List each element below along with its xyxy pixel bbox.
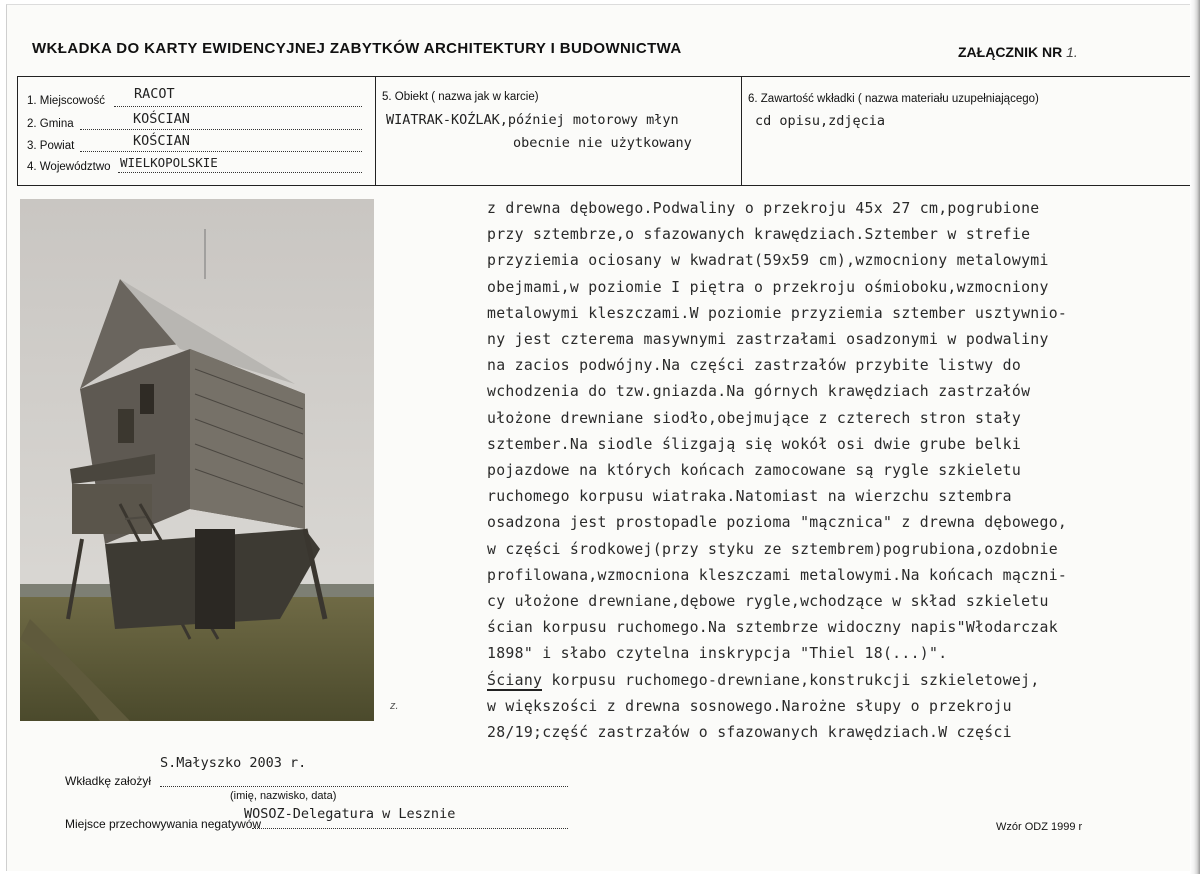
description-line: ułożone drewniane siodło,obejmujące z czterech stron stały: [487, 409, 1022, 427]
author-hint: (imię, nazwisko, data): [230, 790, 337, 802]
description-line: w większości z drewna sosnowego.Narożne słupy o przekroju: [487, 697, 1012, 715]
description-line: profilowana,wzmocniona kleszczami metalowymi.Na końcach mączni-: [487, 566, 1068, 584]
walls-line: [487, 668, 1067, 694]
photo-mark: z.: [390, 700, 399, 712]
dotted-line: [114, 106, 362, 107]
dotted-line: [80, 151, 362, 152]
attachment-number: 1.: [1066, 44, 1078, 60]
description-line: z drewna dębowego.Podwaliny o przekroju 45x 27 cm,pogrubione: [487, 200, 1040, 217]
wojewodztwo-label: 4. Województwo: [27, 161, 111, 173]
powiat-label: 3. Powiat: [27, 140, 75, 152]
description-text: [487, 196, 1067, 746]
storage-label: Miejsce przechowywania negatywów: [65, 817, 262, 831]
scan-edge: [1190, 0, 1200, 874]
description-line: pojazdowe na których końcach zamocowane są rygle szkieletu: [487, 462, 1022, 480]
wojewodztwo-value: WIELKOPOLSKIE: [120, 155, 218, 170]
description-line: przy sztembrze,o sfazowanych krawędziach.Sztember w strefie: [487, 226, 1031, 244]
form-version: Wzór ODZ 1999 r: [996, 821, 1083, 833]
miejscowosc-value: RACOT: [134, 86, 175, 102]
attachment-label: [958, 44, 1078, 60]
storage-value: WOSOZ-Delegatura w Lesznie: [244, 806, 456, 822]
dotted-line: [80, 129, 362, 130]
description-line: obejmami,w poziomie I piętra o przekroju ośmioboku,wzmocniony: [487, 278, 1049, 296]
dotted-line: [252, 828, 568, 829]
column-divider: [741, 76, 742, 185]
dotted-line: [160, 786, 568, 787]
object-line-2: obecnie nie użytkowany: [513, 135, 692, 151]
description-line: przyziemia ociosany w kwadrat(59x59 cm),wzmocniony metalowymi: [487, 252, 1049, 270]
author-value: S.Małyszko 2003 r.: [160, 755, 307, 771]
description-line: 1898" i słabo czytelna inskrypcja "Thiel 18(...)".: [487, 645, 948, 663]
walls-line-rest: korpusu ruchomego-drewniane,konstrukcji szkieletowej,: [542, 671, 1040, 689]
powiat-value: KOŚCIAN: [133, 133, 190, 149]
windmill-photo: [20, 199, 374, 721]
contents-value: cd opisu,zdjęcia: [755, 113, 886, 129]
object-line-1: WIATRAK-KOŹLAK,później motorowy młyn: [386, 112, 679, 128]
description-line: osadzona jest prostopadle pozioma "mącznica" z drewna dębowego,: [487, 514, 1068, 532]
attachment-label-text: ZAŁĄCZNIK NR: [958, 44, 1063, 60]
form-title: WKŁADKA DO KARTY EWIDENCYJNEJ ZABYTKÓW ARCHITEKTURY I BUDOWNICTWA: [32, 40, 682, 57]
windmill-photo-image: [20, 199, 374, 721]
description-line: w części środkowej(przy styku ze sztembrem)pogrubiona,ozdobnie: [487, 540, 1058, 558]
contents-label: 6. Zawartość wkładki ( nazwa materiału uzupełniającego): [748, 93, 1039, 105]
column-divider: [375, 76, 376, 185]
miejscowosc-label: 1. Miejscowość: [27, 95, 105, 107]
author-label: Wkładkę założył: [65, 774, 152, 788]
description-line: sztember.Na siodle ślizgają się wokół osi dwie grube belki: [487, 435, 1022, 453]
description-line: metalowymi kleszczami.W poziomie przyziemia sztember usztywnio-: [487, 304, 1068, 322]
description-line: na zacios podwójny.Na części zastrzałów przybite listwy do: [487, 357, 1022, 375]
description-line: ścian korpusu ruchomego.Na sztembrze widoczny napis"Włodarczak: [487, 619, 1058, 637]
walls-heading: Ściany: [487, 671, 543, 689]
dotted-line: [118, 172, 362, 173]
description-line: ruchomego korpusu wiatraka.Natomiast na wierzchu sztembra: [487, 488, 1012, 506]
object-label: 5. Obiekt ( nazwa jak w karcie): [382, 91, 539, 103]
description-line: wchodzenia do tzw.gniazda.Na górnych krawędziach zastrzałów: [487, 383, 1031, 401]
gmina-value: KOŚCIAN: [133, 111, 190, 127]
description-line: cy ułożone drewniane,dębowe rygle,wchodzące w skład szkieletu: [487, 593, 1049, 611]
description-line: 28/19;część zastrzałów o sfazowanych krawędziach.W części: [487, 724, 1012, 742]
description-line: ny jest czterema masywnymi zastrzałami osadzonymi w podwaliny: [487, 331, 1049, 349]
gmina-label: 2. Gmina: [27, 118, 74, 130]
